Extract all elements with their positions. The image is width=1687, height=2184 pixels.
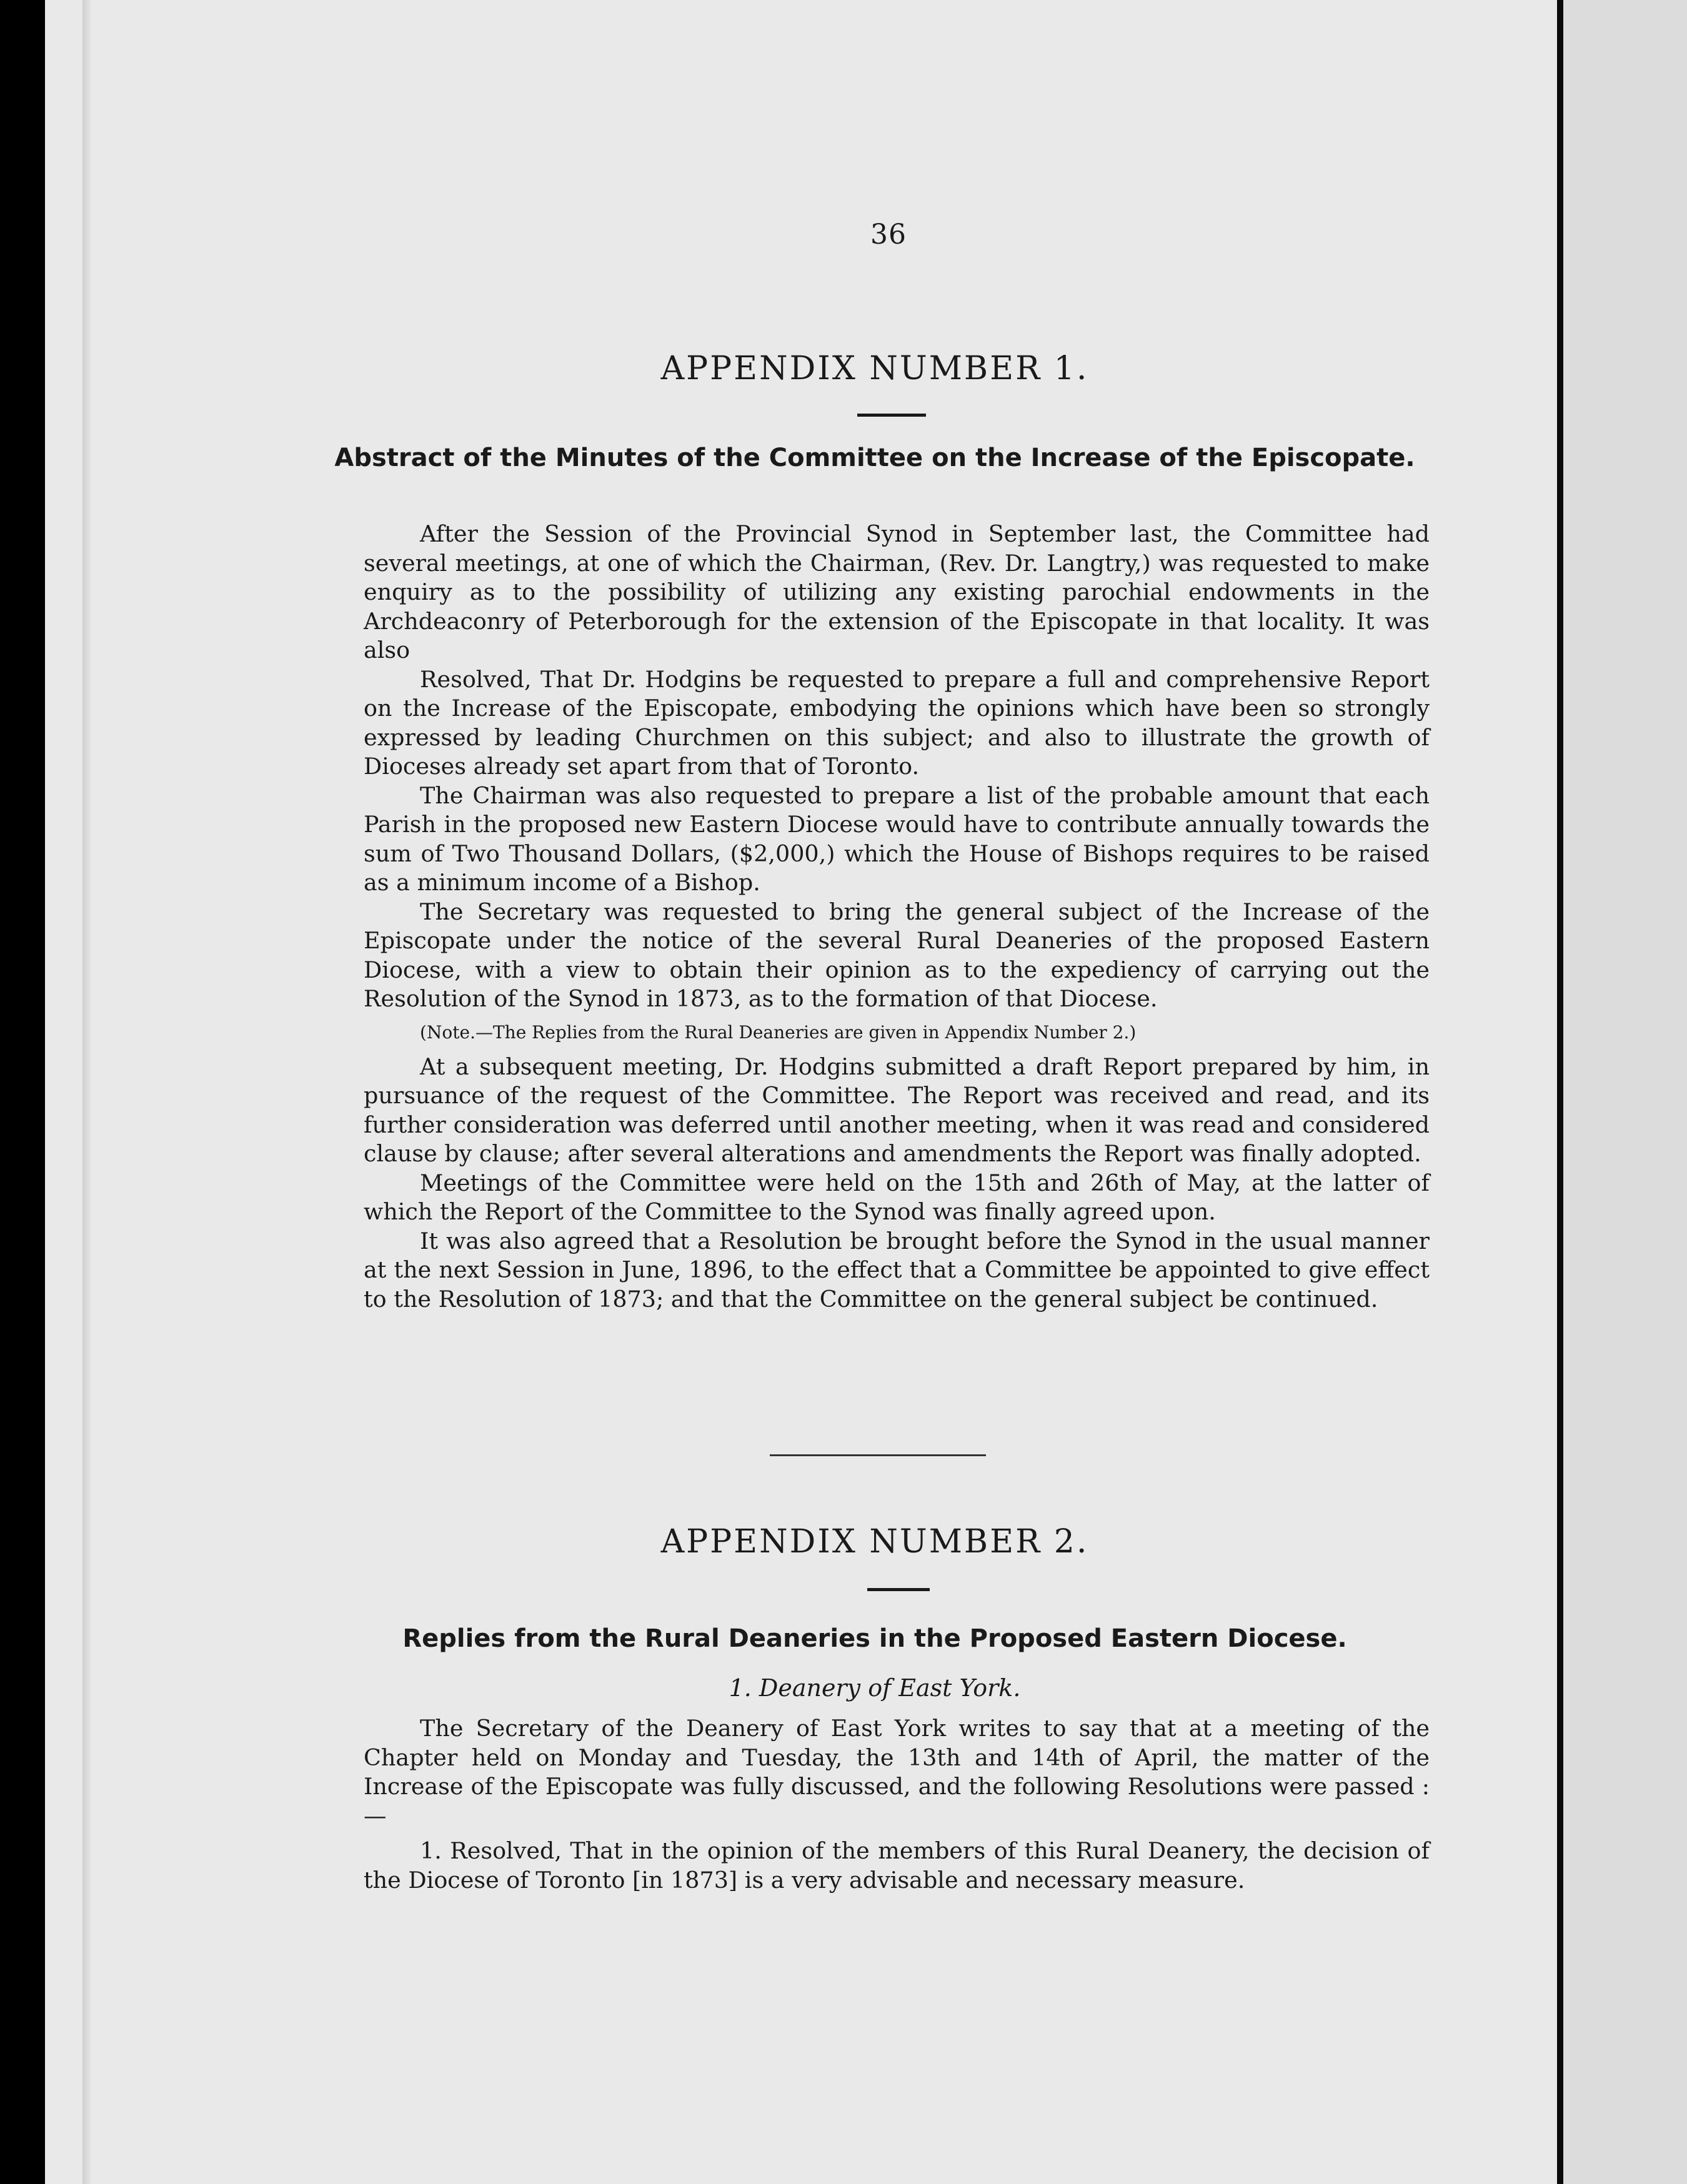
page-number: 36 <box>870 219 907 251</box>
appendix-1-heading: Abstract of the Minutes of the Committee on the Increase of the Episcopate. <box>334 444 1415 472</box>
paragraph: After the Session of the Provincial Synod in September last, the Committee had several meetings, at one of which the Chairman, (Rev. Dr. Langtry,) was requested to make enquiry as to the possibility of utilizing any existing parochial endowments in the Archdeaconry of Peterborough for the extension of the Episcopate in that locality. It was also <box>364 520 1430 663</box>
appendix-2-title: APPENDIX NUMBER 2. <box>660 1523 1089 1561</box>
adjacent-page-border <box>1557 0 1563 2184</box>
paragraph: Meetings of the Committee were held on the 15th and 26th of May, at the latter of which the Report of the Committee to the Synod was finally agreed upon. <box>364 1169 1430 1225</box>
paragraph: It was also agreed that a Resolution be brought before the Synod in the usual manner at the next Session in June, 1896, to the effect that a Committee be appointed to give effect to the Resolution of 1873; and that the Committee on the general subject be continued. <box>364 1227 1430 1313</box>
paragraph: Resolved, That Dr. Hodgins be requested to prepare a full and comprehensive Report on the Increase of the Episcopate, embodying the opinions which have been so strongly expressed by leading Churchmen on this subject; and also to illustrate the growth of Dioceses already set apart from that of Toronto. <box>364 665 1430 780</box>
paragraph: 1. Resolved, That in the opinion of the members of this Rural Deanery, the decision of the Diocese of Toronto [in 1873] is a very advisable and necessary measure. <box>364 1837 1430 1894</box>
appendix-1-body <box>364 520 1430 1314</box>
paragraph: At a subsequent meeting, Dr. Hodgins submitted a draft Report prepared by him, in pursuance of the request of the Committee. The Report was received and read, and its further consideration was deferred until another meeting, when it was read and considered clause by clause; after several alterations and amendments the Report was finally adopted. <box>364 1053 1430 1167</box>
page-gutter-shadow <box>82 0 91 2184</box>
title-rule-1 <box>857 414 926 417</box>
title-rule-2 <box>867 1588 930 1591</box>
paragraph: The Chairman was also requested to prepare a list of the probable amount that each Parish in the proposed new Eastern Diocese would have to contribute annually towards the sum of Two Thousand Dollars, ($2,000,) which the House of Bishops requires to be raised as a minimum income of a Bishop. <box>364 782 1430 896</box>
deanery-subheading: 1. Deanery of East York. <box>729 1674 1021 1702</box>
paragraph: The Secretary of the Deanery of East York writes to say that at a meeting of the Chapter held on Monday and Tuesday, the 13th and 14th of April, the matter of the Increase of the Episcopate was fully discussed, and the following Resolutions were passed :— <box>364 1715 1430 1829</box>
note-line: (Note.—The Replies from the Rural Deaneries are given in Appendix Number 2.) <box>420 1021 1137 1043</box>
page-sheet <box>45 0 1557 2184</box>
appendix-2-heading: Replies from the Rural Deaneries in the Proposed Eastern Diocese. <box>402 1624 1347 1653</box>
section-divider <box>770 1454 986 1456</box>
appendix-1-title: APPENDIX NUMBER 1. <box>660 350 1089 387</box>
adjacent-page-edge <box>1557 0 1687 2184</box>
appendix-2-body <box>364 1714 1430 1895</box>
paragraph: The Secretary was requested to bring the general subject of the Increase of the Episcopate under the notice of the several Rural Deaneries of the proposed Eastern Diocese, with a view to obtain their opinion as to the expediency of carrying out the Resolution of the Synod in 1873, as to the formation of that Diocese. <box>364 898 1430 1012</box>
